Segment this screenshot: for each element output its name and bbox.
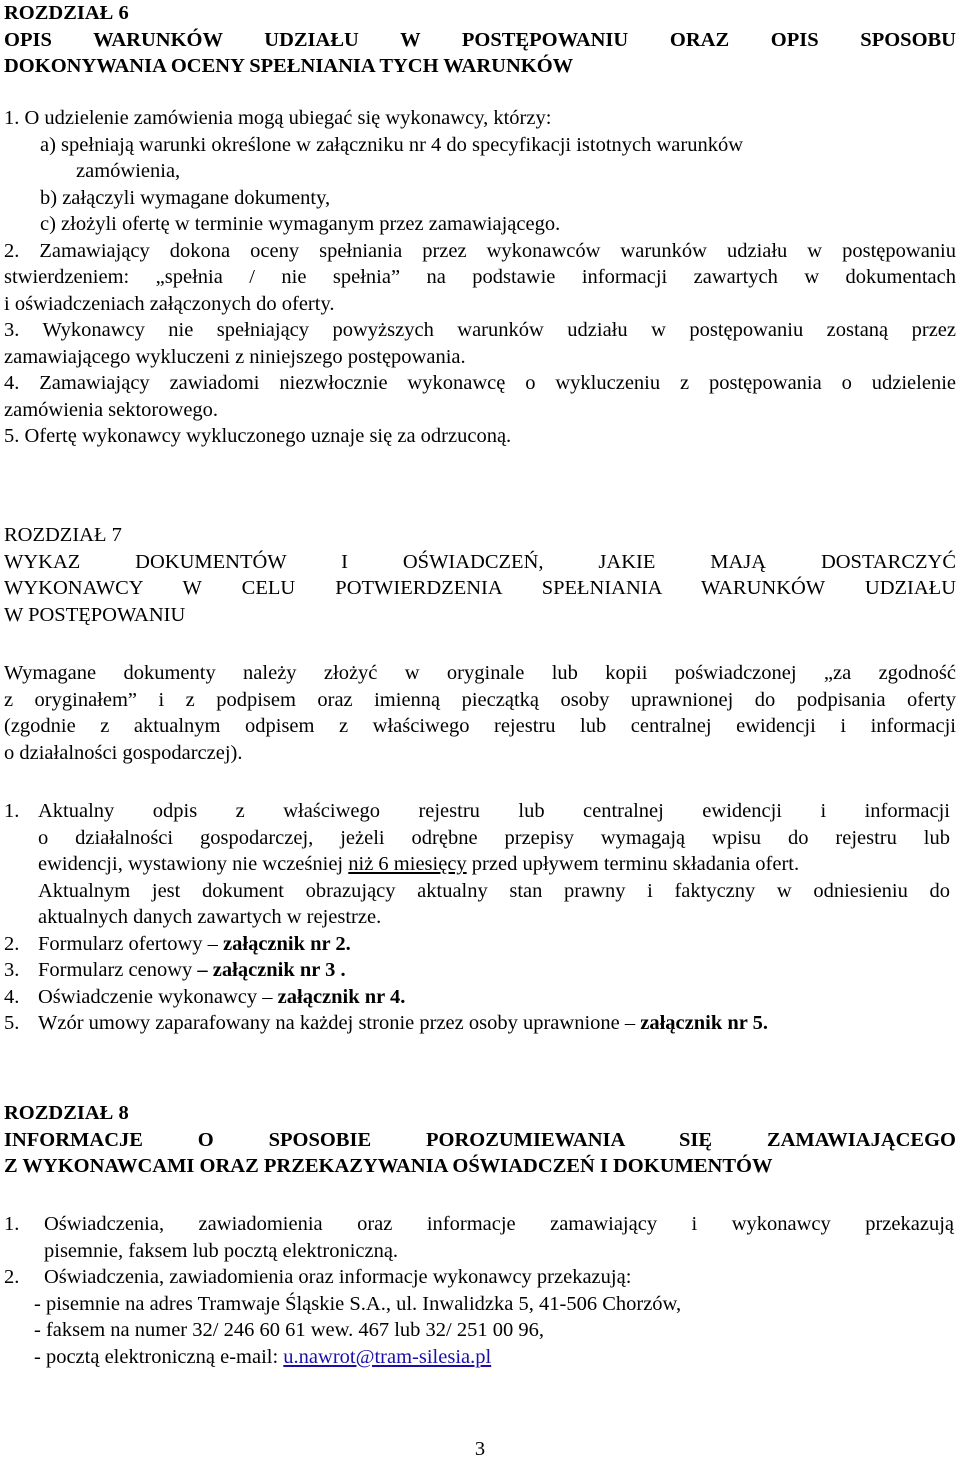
list-text: Oświadczenia, zawiadomienia oraz informacje wykonawcy przekazują: — [44, 1266, 632, 1288]
list-number: 1. — [4, 800, 20, 822]
list-number: 2. — [4, 932, 20, 955]
list-text: aktualnych danych zawartych w rejestrze. — [38, 906, 382, 928]
chapter-7-list — [4, 798, 956, 1037]
dash-item-text: - pocztą elektroniczną e-mail: — [34, 1345, 284, 1368]
paragraph-line: 1. O udzielenie zamówienia mogą ubiegać się wykonawcy, którzy: — [4, 107, 552, 129]
chapter-heading: ROZDZIAŁ 8 — [4, 1102, 129, 1124]
paragraph-line: z oryginałem” i z podpisem oraz imienną pieczątką osoby uprawnionej do podpisania oferty — [4, 688, 956, 711]
list-text: Aktualnym jest dokument obrazujący aktualny stan prawny i faktyczny w odniesieniu do — [38, 879, 950, 902]
list-item — [4, 798, 956, 825]
chapter-heading: ROZDZIAŁ 6 — [4, 2, 129, 24]
list-item-continuation — [4, 878, 956, 905]
chapter-title: WYKONAWCY W CELU POTWIERDZENIA SPEŁNIANIA WARUNKÓW UDZIAŁU — [4, 577, 956, 599]
chapter-7 — [4, 522, 956, 628]
list-text: Formularz cenowy — [38, 959, 198, 981]
list-text: o działalności gospodarczej, jeżeli odrębne przepisy wymagają wpisu do rejestru lub — [38, 826, 950, 849]
chapter-7-intro — [4, 660, 956, 766]
dash-item — [4, 1344, 956, 1371]
attachment-ref: – załącznik nr 3 . — [197, 959, 346, 981]
chapter-heading: ROZDZIAŁ 7 — [4, 524, 122, 546]
list-text: ewidencji, wystawiony nie wcześniej — [38, 853, 349, 875]
chapter-8 — [4, 1100, 956, 1180]
list-text: Formularz ofertowy – — [38, 932, 224, 955]
list-text: Wzór umowy zaparafowany na każdej stronie przez osoby uprawnione – — [38, 1012, 641, 1034]
dash-item: - pisemnie na adres Tramwaje Śląskie S.A., ul. Inwalidzka 5, 41-506 Chorzów, — [34, 1292, 682, 1315]
chapter-title: INFORMACJE O SPOSOBIE POROZUMIEWANIA SIĘ ZAMAWIAJĄCEGO — [4, 1128, 956, 1151]
chapter-8-list — [4, 1211, 956, 1370]
paragraph-line: Wymagane dokumenty należy złożyć w oryginale lub kopii poświadczonej „za zgodność — [4, 662, 956, 684]
list-item-continuation — [4, 851, 956, 878]
list-text: Oświadczenia, zawiadomienia oraz informacje zamawiający i wykonawcy przekazują — [44, 1213, 954, 1235]
list-item: a) spełniają warunki określone w załączniku nr 4 do specyfikacji istotnych warunków — [40, 133, 744, 156]
chapter-title: WYKAZ DOKUMENTÓW I OŚWIADCZEŃ, JAKIE MAJĄ DOSTARCZYĆ — [4, 550, 956, 573]
list-number: 4. — [4, 985, 20, 1008]
paragraph-line: stwierdzeniem: „spełnia / nie spełnia” na podstawie informacji zawartych w dokumentach — [4, 266, 956, 288]
underlined-text: niż 6 miesięcy — [348, 853, 467, 875]
chapter-title: W POSTĘPOWANIU — [4, 603, 186, 626]
page-number: 3 — [474, 1438, 486, 1460]
list-item — [4, 1264, 956, 1291]
paragraph-line: o działalności gospodarczej). — [4, 741, 243, 764]
list-number: 3. — [4, 959, 20, 981]
list-text: przed upływem terminu składania ofert. — [466, 853, 800, 875]
list-item — [4, 984, 956, 1011]
list-item — [4, 1211, 956, 1238]
paragraph-line: 4. Zamawiający zawiadomi niezwłocznie wykonawcę o wykluczeniu z postępowania o udzielenie — [4, 372, 956, 394]
dash-item: - faksem na numer 32/ 246 60 61 wew. 467 lub 32/ 251 00 96, — [34, 1319, 544, 1341]
attachment-ref: załącznik nr 4. — [277, 985, 406, 1008]
paragraph-line: zamawiającego wykluczeni z niniejszego postępowania. — [4, 345, 466, 368]
paragraph-line: (zgodnie z aktualnym odpisem z właściwego rejestru lub centralnej ewidencji i informacji — [4, 715, 956, 737]
paragraph-line: 3. Wykonawcy nie spełniający powyższych warunków udziału w postępowaniu zostaną przez — [4, 319, 956, 341]
chapter-6 — [4, 0, 956, 80]
paragraph-line: i oświadczeniach załączonych do oferty. — [4, 292, 335, 315]
paragraph-line: 2. Zamawiający dokona oceny spełniania przez wykonawców warunków udziału w postępowaniu — [4, 239, 956, 262]
list-number: 1. — [4, 1213, 20, 1235]
attachment-ref: załącznik nr 5. — [640, 1012, 768, 1034]
list-item: b) załączyli wymagane dokumenty, — [40, 186, 331, 209]
list-number: 5. — [4, 1012, 20, 1034]
list-text: pisemnie, faksem lub pocztą elektroniczną. — [44, 1239, 399, 1262]
chapter-6-body — [4, 105, 956, 450]
paragraph-line: 5. Ofertę wykonawcy wykluczonego uznaje się za odrzuconą. — [4, 425, 512, 447]
list-item: c) złożyli ofertę w terminie wymaganym przez zamawiającego. — [40, 213, 561, 235]
attachment-ref: załącznik nr 2. — [223, 932, 351, 955]
list-item — [4, 957, 956, 984]
list-text: Aktualny odpis z właściwego rejestru lub centralnej ewidencji i informacji — [38, 800, 950, 822]
list-number: 2. — [4, 1266, 20, 1288]
chapter-title: Z WYKONAWCAMI ORAZ PRZEKAZYWANIA OŚWIADCZEŃ I DOKUMENTÓW — [4, 1155, 773, 1177]
list-item — [4, 931, 956, 958]
chapter-title: OPIS WARUNKÓW UDZIAŁU W POSTĘPOWANIU ORAZ OPIS SPOSOBU — [4, 28, 956, 51]
list-item-continuation: zamówienia, — [76, 160, 181, 182]
list-text: Oświadczenie wykonawcy – — [38, 985, 278, 1008]
list-item — [4, 1010, 956, 1037]
chapter-title: DOKONYWANIA OCENY SPEŁNIANIA TYCH WARUNKÓW — [4, 55, 574, 77]
email-link[interactable]: u.nawrot@tram-silesia.pl — [283, 1345, 492, 1368]
list-item-continuation — [4, 825, 956, 852]
paragraph-line: zamówienia sektorowego. — [4, 398, 219, 421]
